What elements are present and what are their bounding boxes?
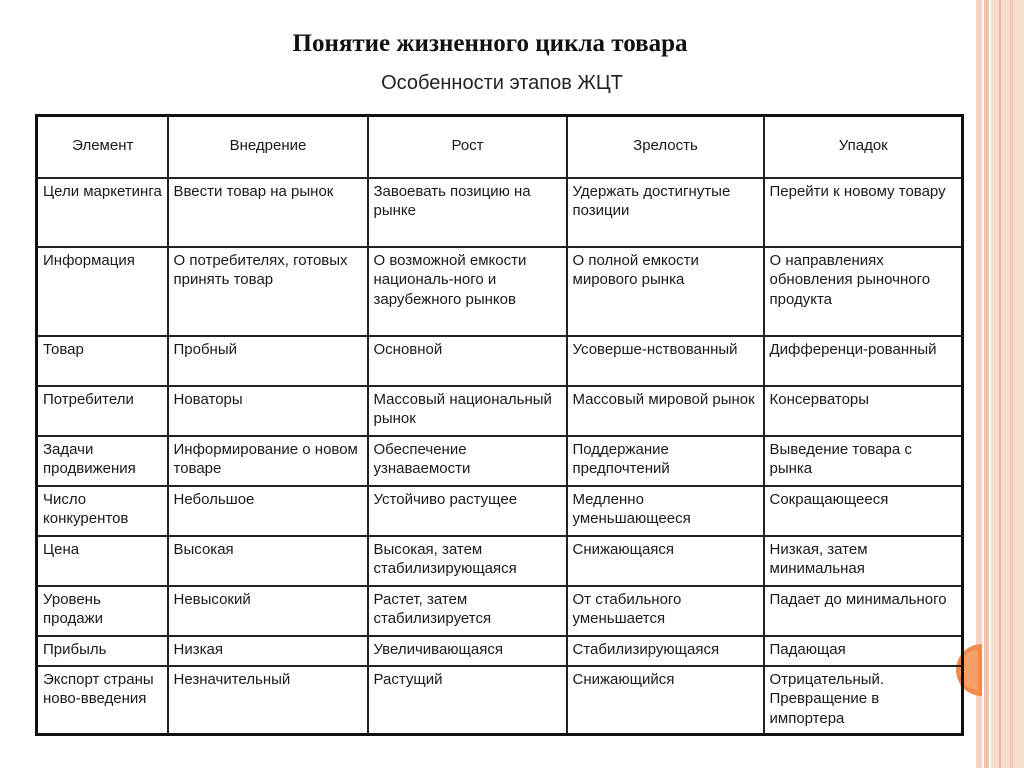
table-cell: Цена [37, 536, 168, 586]
column-header: Элемент [37, 116, 168, 178]
table-cell: Цели маркетинга [37, 178, 168, 247]
table-cell: Удержать достигнутые позиции [567, 178, 764, 247]
table-cell: Медленно уменьшающееся [567, 486, 764, 536]
lifecycle-table [35, 114, 964, 736]
table-cell: О направлениях обновления рыночного продукта [764, 247, 963, 336]
table-cell: Пробный [168, 336, 368, 386]
table-cell: Потребители [37, 386, 168, 436]
table-cell: Усоверше-нствованный [567, 336, 764, 386]
table-cell: Обеспечение узнаваемости [368, 436, 567, 486]
table-cell: Завоевать позицию на рынке [368, 178, 567, 247]
table-cell: О полной емкости мирового рынка [567, 247, 764, 336]
table-cell: Стабилизирующаяся [567, 636, 764, 666]
table-row [37, 386, 963, 436]
table-cell: Растет, затем стабилизируется [368, 586, 567, 636]
table-cell: Число конкурентов [37, 486, 168, 536]
table-cell: Низкая, затем минимальная [764, 536, 963, 586]
table-cell: Снижающаяся [567, 536, 764, 586]
table-cell: Выведение товара с рынка [764, 436, 963, 486]
table-cell: От стабильного уменьшается [567, 586, 764, 636]
column-header: Внедрение [168, 116, 368, 178]
table-cell: Экспорт страны ново-введения [37, 666, 168, 735]
table-cell: Новаторы [168, 386, 368, 436]
table-cell: О потребителях, готовых принять товар [168, 247, 368, 336]
table-row [37, 247, 963, 336]
table-row [37, 636, 963, 666]
table-cell: Высокая [168, 536, 368, 586]
table-cell: Небольшое [168, 486, 368, 536]
page-title: Понятие жизненного цикла товара [292, 30, 688, 57]
table-cell: Дифференци-рованный [764, 336, 963, 386]
table-row [37, 336, 963, 386]
table-cell: Поддержание предпочтений [567, 436, 764, 486]
column-header: Зрелость [567, 116, 764, 178]
table-cell: Прибыль [37, 636, 168, 666]
table-row [37, 586, 963, 636]
table-cell: Информация [37, 247, 168, 336]
table-cell: О возможной емкости националь-ного и зарубежного рынков [368, 247, 567, 336]
table-cell: Уровень продажи [37, 586, 168, 636]
table-cell: Незначительный [168, 666, 368, 735]
table-row [37, 666, 963, 735]
table-cell: Невысокий [168, 586, 368, 636]
decor-stripe [984, 0, 989, 768]
column-header: Упадок [764, 116, 963, 178]
table-cell: Высокая, затем стабилизирующаяся [368, 536, 567, 586]
table-cell: Устойчиво растущее [368, 486, 567, 536]
table-cell: Задачи продвижения [37, 436, 168, 486]
table-cell: Товар [37, 336, 168, 386]
table-cell: Массовый мировой рынок [567, 386, 764, 436]
table-row [37, 178, 963, 247]
decor-stripe [1010, 0, 1013, 768]
table-cell: Отрицательный. Превращение в импортера [764, 666, 963, 735]
table-cell: Консерваторы [764, 386, 963, 436]
table-row [37, 436, 963, 486]
table-cell: Основной [368, 336, 567, 386]
table-row [37, 486, 963, 536]
table-header-row [37, 116, 963, 178]
table-row [37, 536, 963, 586]
table-cell: Падает до минимального [764, 586, 963, 636]
table-cell: Низкая [168, 636, 368, 666]
column-header: Рост [368, 116, 567, 178]
table-cell: Растущий [368, 666, 567, 735]
table-cell: Ввести товар на рынок [168, 178, 368, 247]
table-cell: Информирование о новом товаре [168, 436, 368, 486]
table-cell: Сокращающееся [764, 486, 963, 536]
table-cell: Снижающийся [567, 666, 764, 735]
decor-stripe [991, 0, 1024, 768]
table-cell: Массовый национальный рынок [368, 386, 567, 436]
table-cell: Перейти к новому товару [764, 178, 963, 247]
decor-stripe [999, 0, 1001, 768]
page-subtitle: Особенности этапов ЖЦТ [381, 72, 623, 94]
table-cell: Падающая [764, 636, 963, 666]
table-cell: Увеличивающаяся [368, 636, 567, 666]
